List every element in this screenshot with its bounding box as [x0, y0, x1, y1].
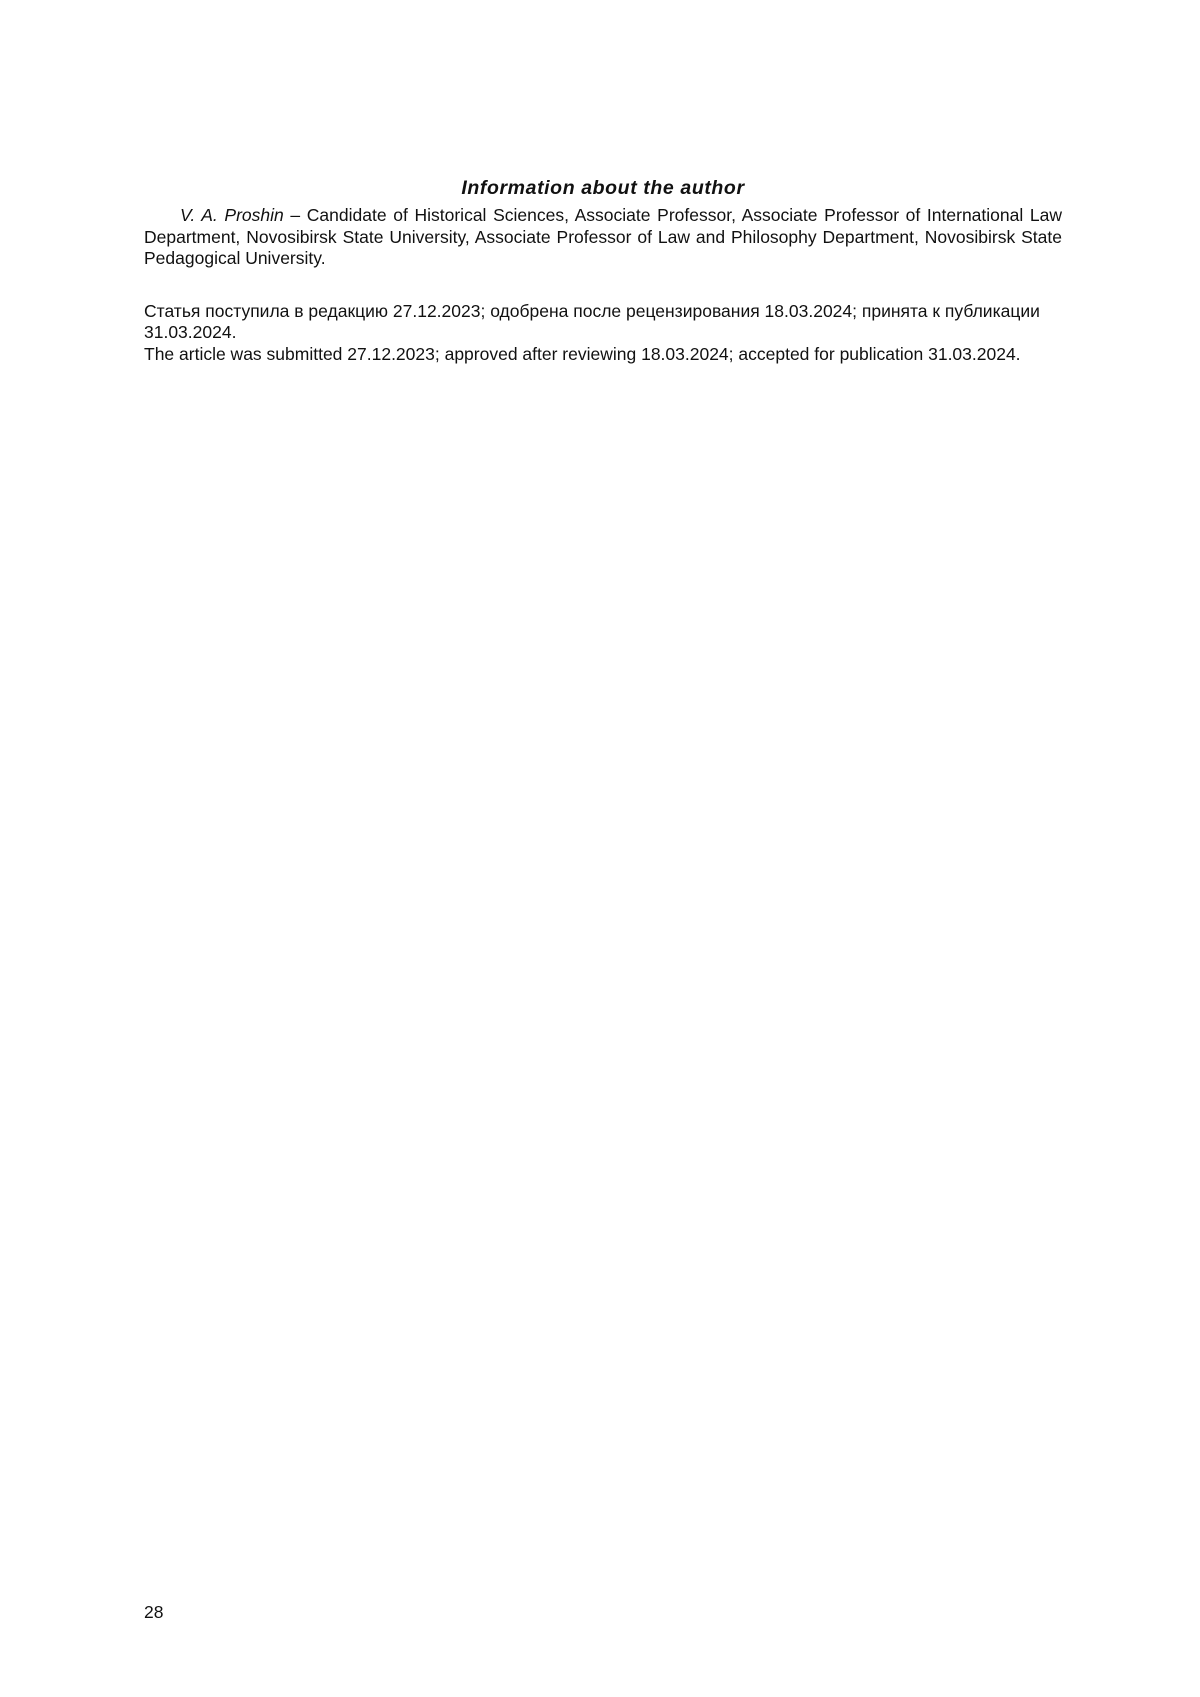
page-number: 28 — [144, 1602, 164, 1622]
article-dates-english: The article was submitted 27.12.2023; approved after reviewing 18.03.2024; accepted for publication 31.03.2024. — [144, 343, 1021, 364]
author-info — [144, 205, 1062, 270]
article-dates-russian: Статья поступила в редакцию 27.12.2023; одобрена после рецензирования 18.03.2024; принята к публикации 31.03.2024. — [144, 300, 1040, 342]
author-name: V. A. Proshin — [180, 205, 284, 225]
article-dates — [144, 301, 1062, 366]
section-title: Information about the author — [461, 177, 745, 199]
author-description: – Candidate of Historical Sciences, Associate Professor, Associate Professor of International Law Department, Novosibirsk State University, Associate Professor of Law and Philosophy Department, Novosibirsk State Pedagogical University. — [144, 205, 1063, 268]
page-content — [144, 176, 1062, 365]
